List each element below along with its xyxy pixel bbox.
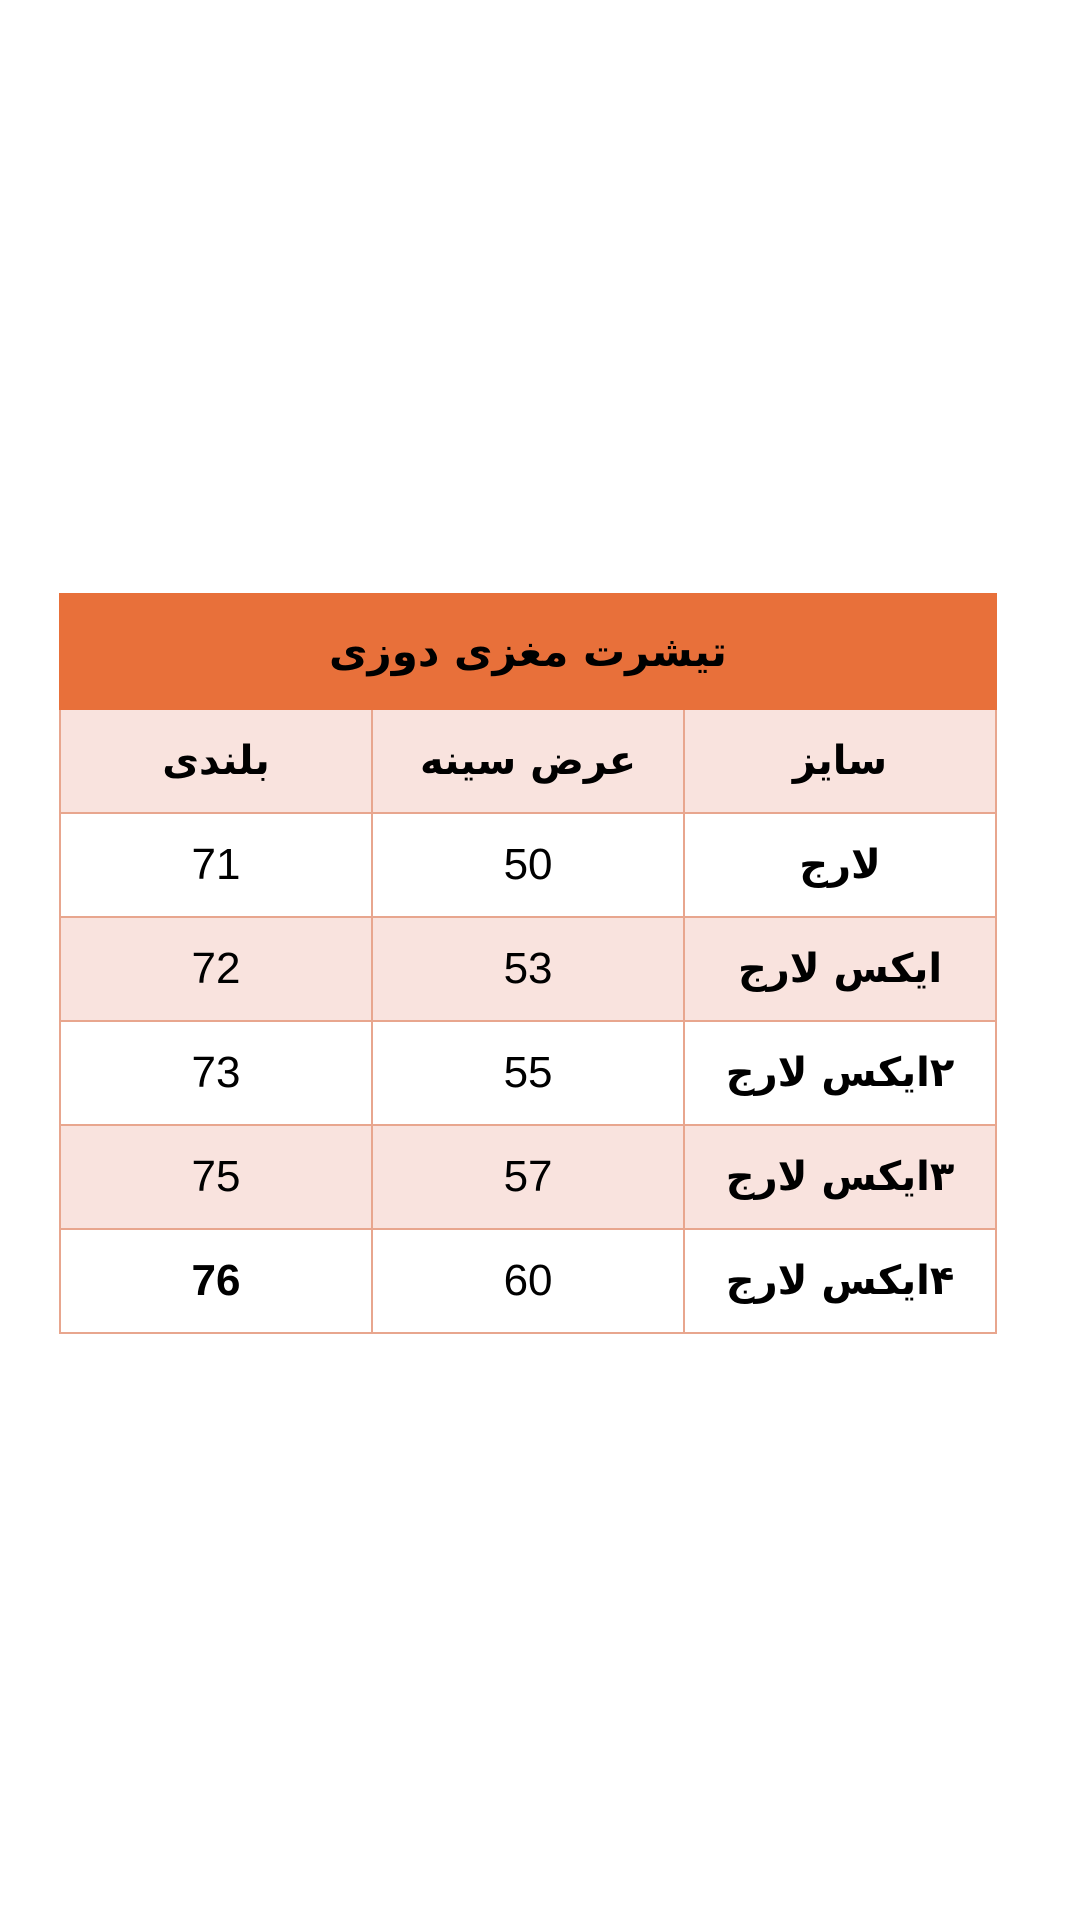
length-cell: 73 bbox=[60, 1021, 372, 1125]
chest-cell: 60 bbox=[372, 1229, 684, 1333]
table-row bbox=[60, 917, 996, 1021]
table-row bbox=[60, 1125, 996, 1229]
size-cell: ۴ایکس لارج bbox=[684, 1229, 996, 1333]
header-size: سایز bbox=[684, 709, 996, 813]
size-cell: ۳ایکس لارج bbox=[684, 1125, 996, 1229]
table-title: تیشرت مغزی دوزی bbox=[60, 594, 996, 709]
length-cell: 71 bbox=[60, 813, 372, 917]
table-row bbox=[60, 813, 996, 917]
header-length: بلندی bbox=[60, 709, 372, 813]
length-cell: 75 bbox=[60, 1125, 372, 1229]
table-title-row bbox=[60, 594, 996, 709]
length-cell: 76 bbox=[60, 1229, 372, 1333]
table-row bbox=[60, 1229, 996, 1333]
table-row bbox=[60, 1021, 996, 1125]
table-header-row bbox=[60, 709, 996, 813]
chest-cell: 53 bbox=[372, 917, 684, 1021]
size-cell: ایکس لارج bbox=[684, 917, 996, 1021]
header-chest-width: عرض سینه bbox=[372, 709, 684, 813]
size-cell: لارج bbox=[684, 813, 996, 917]
chest-cell: 50 bbox=[372, 813, 684, 917]
chest-cell: 55 bbox=[372, 1021, 684, 1125]
length-cell: 72 bbox=[60, 917, 372, 1021]
chest-cell: 57 bbox=[372, 1125, 684, 1229]
size-cell: ۲ایکس لارج bbox=[684, 1021, 996, 1125]
size-chart-table bbox=[59, 593, 997, 1334]
